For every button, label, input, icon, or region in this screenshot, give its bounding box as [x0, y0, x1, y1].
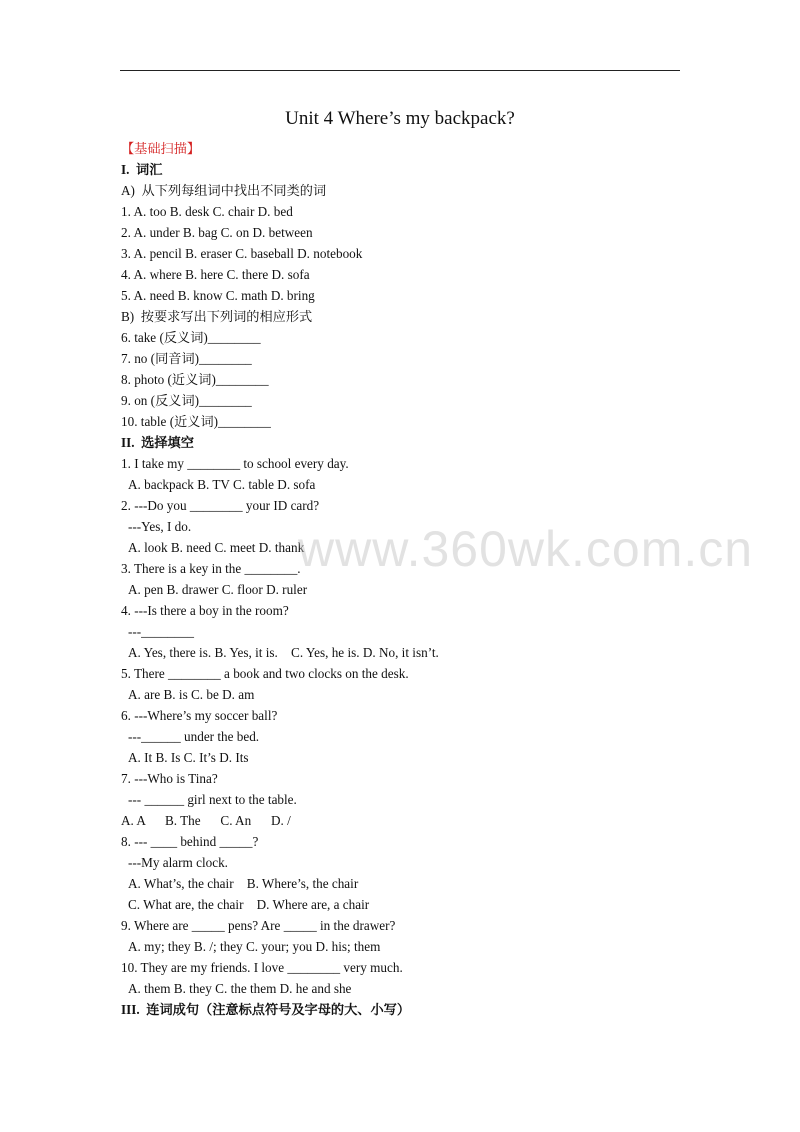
text-line: ---Yes, I do.	[128, 519, 192, 534]
text-line: A. pen B. drawer C. floor D. ruler	[128, 582, 308, 597]
text-line: 6. ---Where’s my soccer ball?	[121, 708, 278, 723]
text-line: 4. ---Is there a boy in the room?	[121, 603, 289, 618]
text-line: A) 从下列每组词中找出不同类的词	[121, 183, 327, 198]
text-line: 10. table (近义词)________	[121, 414, 271, 429]
text-line: A. backpack B. TV C. table D. sofa	[128, 477, 316, 492]
section-tag: 【基础扫描】	[121, 141, 201, 156]
text-line: 2. ---Do you ________ your ID card?	[121, 498, 320, 513]
text-line: 8. photo (近义词)________	[121, 372, 269, 387]
text-line: A. A B. The C. An D. /	[121, 813, 291, 828]
text-line: A. What’s, the chair B. Where’s, the chair	[128, 876, 359, 891]
text-line: 8. --- ____ behind _____?	[121, 834, 259, 849]
text-line: 3. There is a key in the ________.	[121, 561, 301, 576]
text-line: ---________	[128, 624, 194, 639]
text-line: 5. A. need B. know C. math D. bring	[121, 288, 315, 303]
section-heading: III. 连词成句（注意标点符号及字母的大、小写）	[121, 1002, 411, 1017]
text-line: 6. take (反义词)________	[121, 330, 261, 345]
text-line: C. What are, the chair D. Where are, a chair	[128, 897, 370, 912]
text-line: 7. no (同音词)________	[121, 351, 252, 366]
text-line: A. Yes, there is. B. Yes, it is. C. Yes, he is. D. No, it isn’t.	[128, 645, 439, 660]
header-rule	[120, 70, 680, 71]
text-line: 7. ---Who is Tina?	[121, 771, 218, 786]
text-line: 5. There ________ a book and two clocks on the desk.	[121, 666, 409, 681]
text-line: B) 按要求写出下列词的相应形式	[121, 309, 313, 324]
worksheet-body	[121, 138, 681, 1020]
text-line: 2. A. under B. bag C. on D. between	[121, 225, 313, 240]
watermark: www.360wk.com.cn	[298, 521, 754, 577]
text-line: A. my; they B. /; they C. your; you D. his; them	[128, 939, 381, 954]
text-line: A. It B. Is C. It’s D. Its	[128, 750, 249, 765]
text-line: ---My alarm clock.	[128, 855, 228, 870]
text-line: A. them B. they C. the them D. he and she	[128, 981, 352, 996]
text-line: --- ______ girl next to the table.	[128, 792, 297, 807]
page-title: Unit 4 Where’s my backpack?	[285, 108, 515, 129]
text-line: A. are B. is C. be D. am	[128, 687, 255, 702]
text-line: 9. on (反义词)________	[121, 393, 252, 408]
text-line: 9. Where are _____ pens? Are _____ in the drawer?	[121, 918, 396, 933]
text-line: A. look B. need C. meet D. thank	[128, 540, 305, 555]
section-heading: I. 词汇	[121, 162, 163, 177]
text-line: 1. I take my ________ to school every day.	[121, 456, 349, 471]
text-line: 4. A. where B. here C. there D. sofa	[121, 267, 310, 282]
text-line: ---______ under the bed.	[128, 729, 260, 744]
section-heading: II. 选择填空	[121, 435, 194, 450]
text-line: 3. A. pencil B. eraser C. baseball D. notebook	[121, 246, 363, 261]
text-line: 10. They are my friends. I love ________ very much.	[121, 960, 403, 975]
text-line: 1. A. too B. desk C. chair D. bed	[121, 204, 293, 219]
